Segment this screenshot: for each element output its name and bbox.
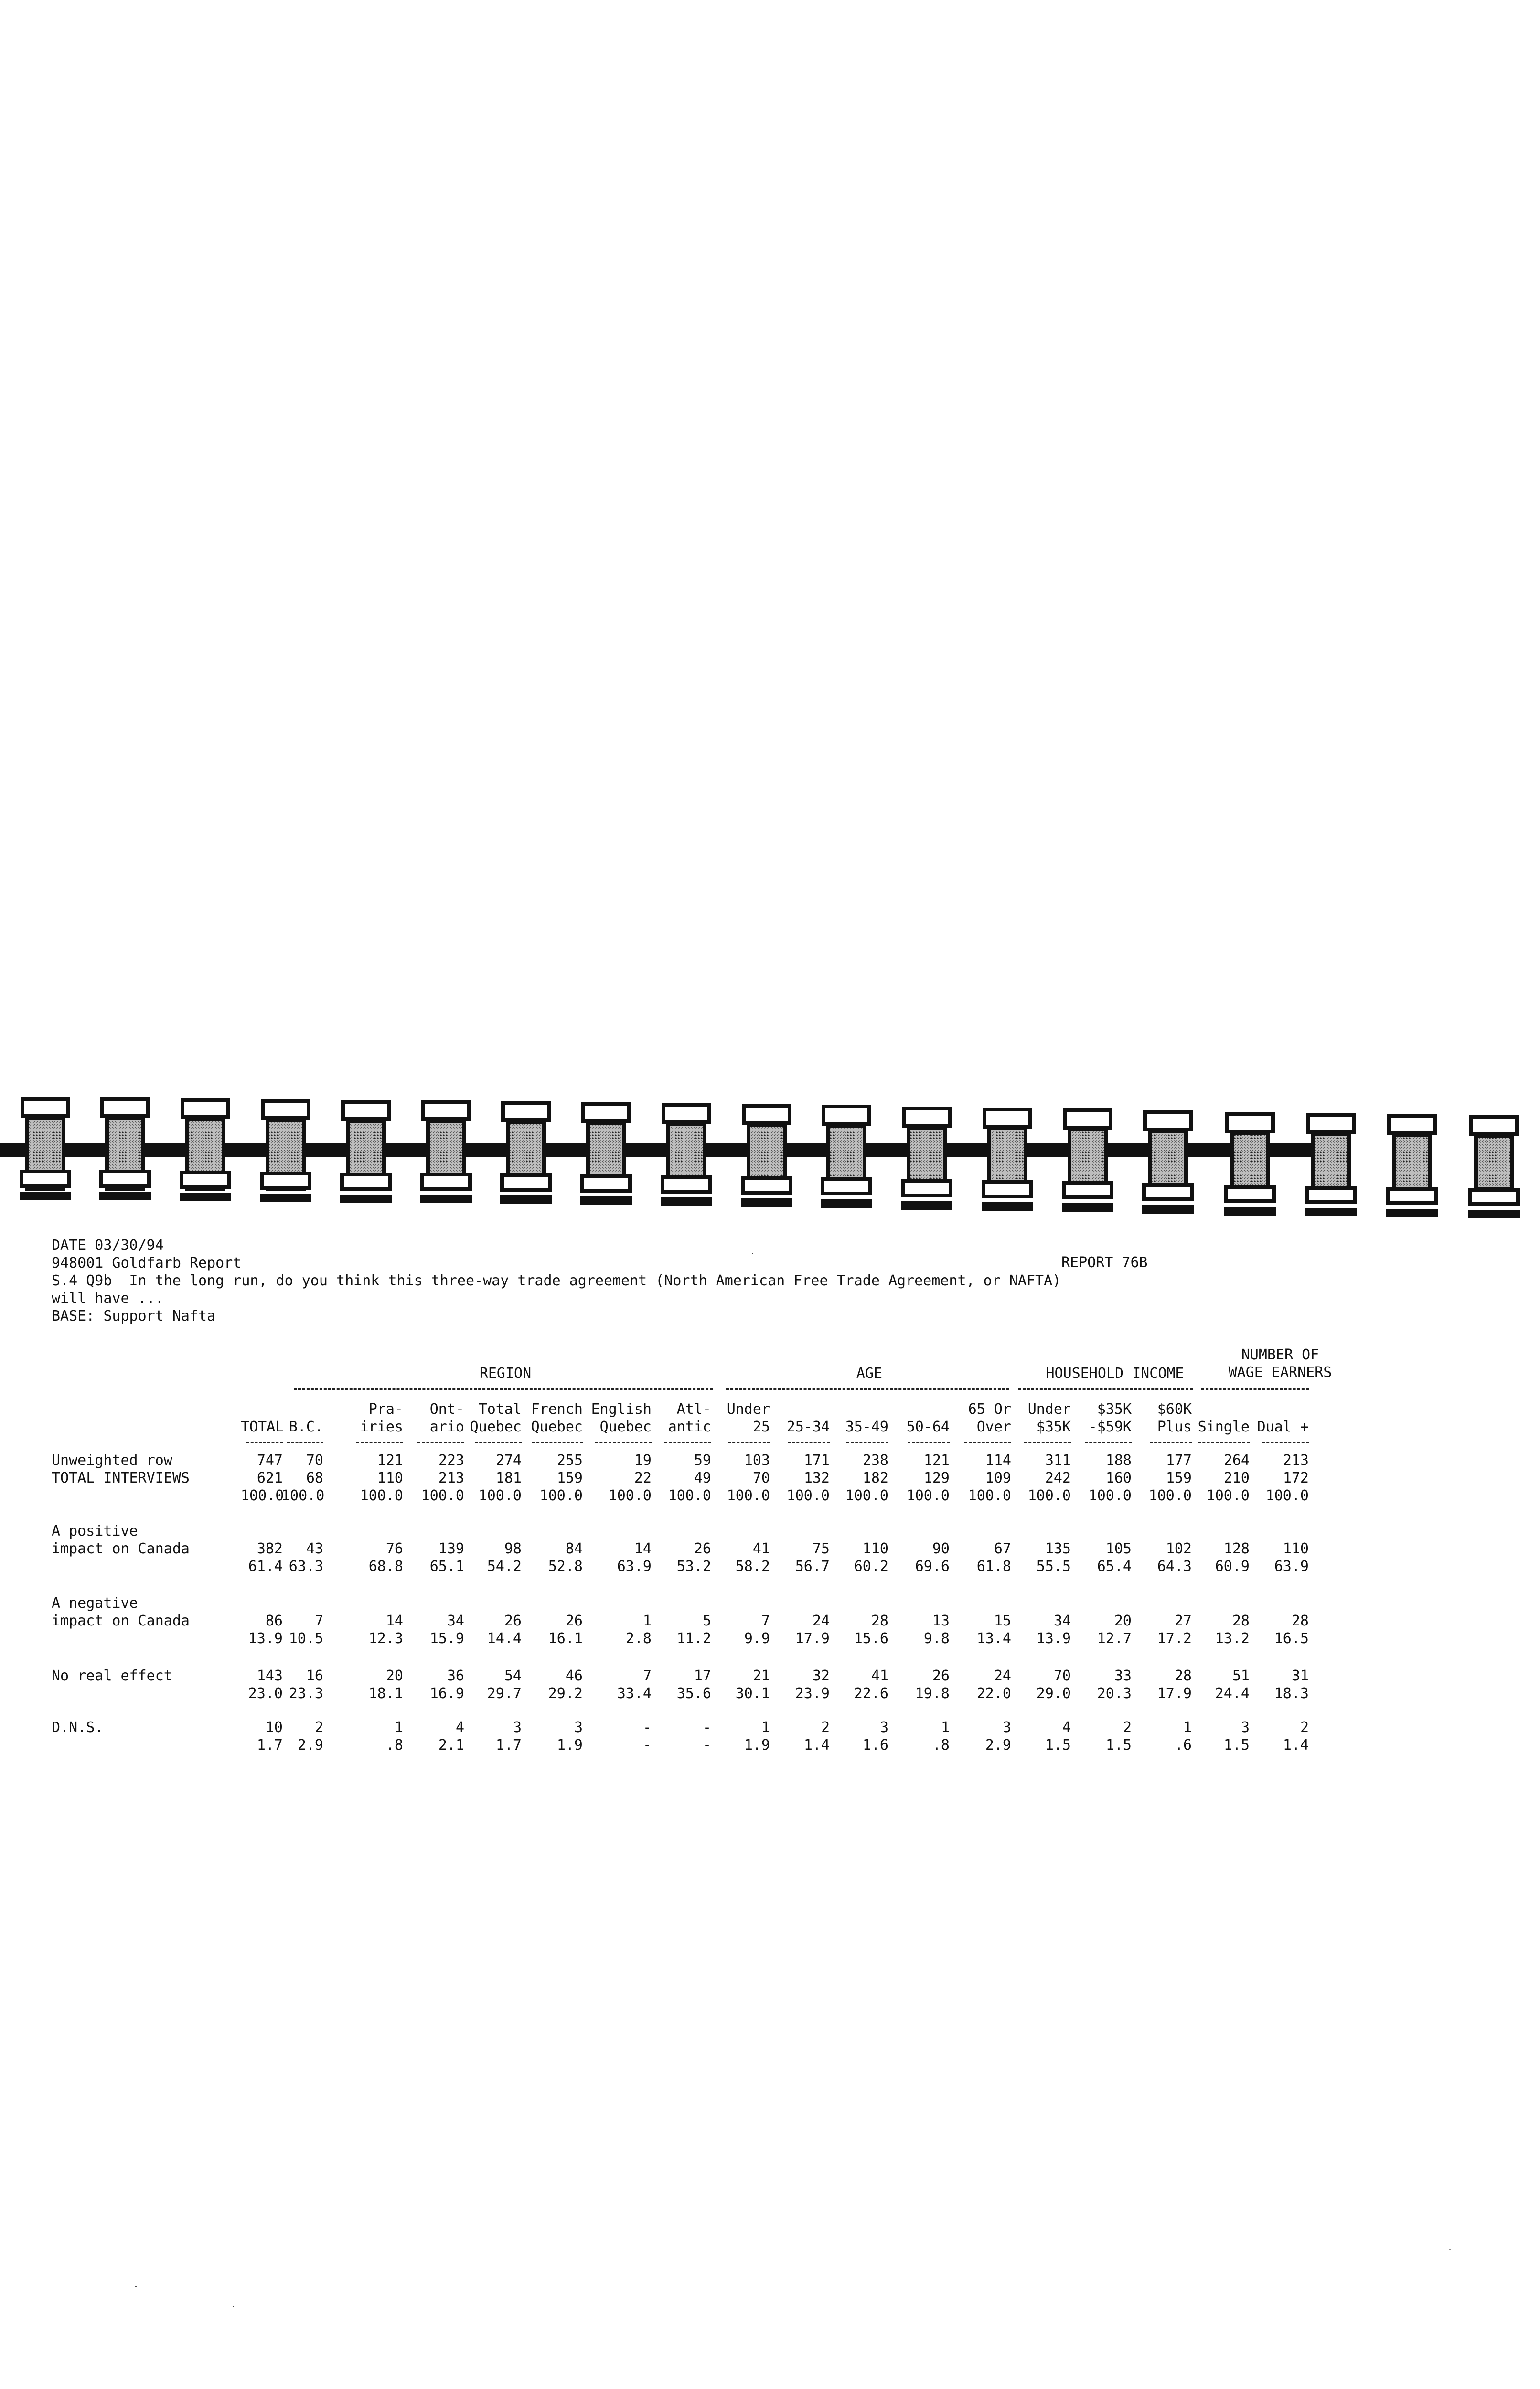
data-cell: 65.4 [1097, 1558, 1132, 1575]
banner-group-rule [294, 1388, 713, 1390]
data-cell: 56.7 [795, 1558, 830, 1575]
data-cell: 100.0 [906, 1487, 950, 1504]
binding-ring [1468, 1117, 1520, 1218]
column-header: Quebec [599, 1419, 652, 1435]
binding-ring [260, 1101, 311, 1202]
data-cell: 121 [923, 1452, 950, 1469]
data-cell: 210 [1223, 1470, 1250, 1486]
data-cell: 1 [394, 1719, 403, 1736]
data-cell: 52.8 [548, 1558, 583, 1575]
row-label: TOTAL INTERVIEWS [52, 1470, 190, 1486]
data-cell: 20.3 [1097, 1685, 1132, 1702]
data-cell: 1.4 [803, 1737, 830, 1754]
data-cell: 29.2 [548, 1685, 583, 1702]
data-cell: 31 [1291, 1668, 1309, 1684]
column-header-top: English [591, 1401, 652, 1418]
column-header: $35K [1036, 1419, 1071, 1435]
binding-ring [340, 1102, 392, 1203]
data-cell: 54 [504, 1668, 522, 1684]
data-cell: 14 [634, 1540, 652, 1557]
data-cell: 49 [694, 1470, 711, 1486]
banner-group-rule [1018, 1388, 1193, 1390]
row-label: impact on Canada [52, 1613, 190, 1629]
banner-group-rule [726, 1388, 1009, 1390]
data-cell: 1.5 [1223, 1737, 1250, 1754]
data-cell: 60.2 [854, 1558, 888, 1575]
column-underline [964, 1442, 1011, 1443]
data-cell: 11.2 [676, 1630, 711, 1647]
column-underline [246, 1442, 283, 1443]
data-cell: 747 [257, 1452, 283, 1469]
binding-ring [99, 1099, 151, 1200]
data-cell: 100.0 [1265, 1487, 1309, 1504]
data-cell: 213 [438, 1470, 464, 1486]
data-cell: 621 [257, 1470, 283, 1486]
data-cell: 13.2 [1215, 1630, 1250, 1647]
project-title: 948001 Goldfarb Report [52, 1255, 242, 1271]
data-cell: 129 [923, 1470, 950, 1486]
data-cell: 43 [306, 1540, 323, 1557]
data-cell: 2 [314, 1719, 323, 1736]
data-cell: 255 [556, 1452, 583, 1469]
data-cell: 46 [565, 1668, 583, 1684]
data-cell: 2 [1123, 1719, 1132, 1736]
data-cell: 100.0 [360, 1487, 403, 1504]
column-header-top: $60K [1157, 1401, 1192, 1418]
column-underline [1198, 1442, 1250, 1443]
column-underline [595, 1442, 652, 1443]
data-cell: 16.9 [429, 1685, 464, 1702]
data-cell: - [702, 1719, 711, 1736]
data-cell: 13.9 [248, 1630, 283, 1647]
binding-ring [1386, 1116, 1438, 1217]
data-cell: 121 [377, 1452, 403, 1469]
data-cell: 76 [385, 1540, 403, 1557]
data-cell: 18.3 [1274, 1685, 1309, 1702]
data-cell: 33 [1114, 1668, 1132, 1684]
data-cell: 4 [455, 1719, 464, 1736]
binding-ring [661, 1105, 712, 1206]
data-cell: 18.1 [368, 1685, 403, 1702]
binding-ring [741, 1106, 792, 1207]
data-cell: 55.5 [1036, 1558, 1071, 1575]
data-cell: 14.4 [487, 1630, 522, 1647]
data-cell: 22.6 [854, 1685, 888, 1702]
data-cell: 1.7 [257, 1737, 283, 1754]
data-cell: 70 [752, 1470, 770, 1486]
data-cell: 100.0 [539, 1487, 583, 1504]
data-cell: 67 [994, 1540, 1011, 1557]
data-cell: 264 [1223, 1452, 1250, 1469]
data-cell: - [642, 1737, 652, 1754]
data-cell: 19 [634, 1452, 652, 1469]
data-cell: 100.0 [1088, 1487, 1132, 1504]
data-cell: 10 [265, 1719, 283, 1736]
data-cell: 54.2 [487, 1558, 522, 1575]
data-cell: 132 [803, 1470, 830, 1486]
binding-ring [420, 1102, 472, 1203]
data-cell: 100.0 [478, 1487, 522, 1504]
banner-group-wage: WAGE EARNERS [1228, 1364, 1332, 1381]
column-header: Plus [1157, 1419, 1192, 1435]
speck [1449, 2249, 1451, 2250]
data-cell: 20 [385, 1668, 403, 1684]
data-cell: 19.8 [915, 1685, 950, 1702]
data-cell: 1.6 [862, 1737, 888, 1754]
data-cell: 103 [744, 1452, 770, 1469]
column-header: Quebec [531, 1419, 583, 1435]
column-underline [908, 1442, 950, 1443]
data-cell: 311 [1045, 1452, 1071, 1469]
data-cell: 100.0 [421, 1487, 464, 1504]
data-cell: 1.9 [744, 1737, 770, 1754]
binding-ring [580, 1104, 632, 1205]
data-cell: 26 [565, 1613, 583, 1629]
column-underline [417, 1442, 464, 1443]
question-text: S.4 Q9b In the long run, do you think this three-way trade agreement (North American Free Trade Agreement, or NAFTA) [52, 1272, 1061, 1289]
data-cell: 2.8 [625, 1630, 652, 1647]
data-cell: 1.9 [556, 1737, 583, 1754]
column-underline [1150, 1442, 1192, 1443]
data-cell: 100.0 [727, 1487, 770, 1504]
data-cell: 23.0 [248, 1685, 283, 1702]
banner-group-rule [1201, 1388, 1309, 1390]
banner-group-income: HOUSEHOLD INCOME [1046, 1365, 1184, 1382]
column-header: 25-34 [786, 1419, 830, 1435]
data-cell: 114 [985, 1452, 1011, 1469]
data-cell: .8 [385, 1737, 403, 1754]
data-cell: 109 [985, 1470, 1011, 1486]
data-cell: 64.3 [1157, 1558, 1192, 1575]
column-header: iries [360, 1419, 403, 1435]
row-label: Unweighted row [52, 1452, 172, 1469]
data-cell: 17.9 [795, 1630, 830, 1647]
data-cell: 21 [752, 1668, 770, 1684]
data-cell: 84 [565, 1540, 583, 1557]
data-cell: 12.7 [1097, 1630, 1132, 1647]
column-underline [788, 1442, 830, 1443]
banner-group-region: REGION [479, 1365, 532, 1382]
data-cell: 9.9 [744, 1630, 770, 1647]
data-cell: 3 [879, 1719, 888, 1736]
data-cell: 100.0 [281, 1487, 325, 1504]
data-cell: 86 [265, 1613, 283, 1629]
data-cell: 110 [1283, 1540, 1309, 1557]
data-cell: 2.9 [297, 1737, 323, 1754]
data-cell: 160 [1105, 1470, 1132, 1486]
column-header: ario [429, 1419, 464, 1435]
column-header: Dual + [1257, 1419, 1309, 1435]
data-cell: 34 [447, 1613, 464, 1629]
data-cell: 3 [1241, 1719, 1250, 1736]
column-header-top: Under [1027, 1401, 1071, 1418]
data-cell: 1.7 [495, 1737, 522, 1754]
column-header: 35-49 [845, 1419, 888, 1435]
data-cell: 3 [1002, 1719, 1011, 1736]
data-cell: 53.2 [676, 1558, 711, 1575]
data-cell: 61.8 [976, 1558, 1011, 1575]
column-header: -$59K [1088, 1419, 1132, 1435]
data-cell: 41 [871, 1668, 888, 1684]
data-cell: 143 [257, 1668, 283, 1684]
data-cell: 22.0 [976, 1685, 1011, 1702]
speck [752, 1253, 753, 1254]
column-underline [356, 1442, 403, 1443]
data-cell: 100.0 [786, 1487, 830, 1504]
data-cell: 100.0 [845, 1487, 888, 1504]
data-cell: 41 [752, 1540, 770, 1557]
data-cell: 9.8 [923, 1630, 950, 1647]
data-cell: 7 [642, 1668, 652, 1684]
data-cell: 128 [1223, 1540, 1250, 1557]
data-cell: 63.3 [289, 1558, 323, 1575]
data-cell: 29.0 [1036, 1685, 1071, 1702]
data-cell: 110 [862, 1540, 888, 1557]
data-cell: 90 [932, 1540, 950, 1557]
data-cell: 110 [377, 1470, 403, 1486]
data-cell: 1 [761, 1719, 770, 1736]
data-cell: 100.0 [1148, 1487, 1192, 1504]
column-header: 50-64 [906, 1419, 950, 1435]
column-header-top: Pra- [368, 1401, 403, 1418]
data-cell: 70 [306, 1452, 323, 1469]
column-header-top: Ont- [429, 1401, 464, 1418]
banner-group-wage: NUMBER OF [1241, 1346, 1319, 1363]
data-cell: 17 [694, 1668, 711, 1684]
column-underline [1024, 1442, 1071, 1443]
data-cell: 139 [438, 1540, 464, 1557]
speck [135, 2286, 137, 2287]
data-cell: 61.4 [248, 1558, 283, 1575]
data-cell: 102 [1166, 1540, 1192, 1557]
binding-ring [1305, 1115, 1357, 1216]
data-cell: 68 [306, 1470, 323, 1486]
data-cell: 238 [862, 1452, 888, 1469]
data-cell: 23.3 [289, 1685, 323, 1702]
data-cell: 26 [932, 1668, 950, 1684]
column-underline [532, 1442, 583, 1443]
column-underline [664, 1442, 711, 1443]
data-cell: 68.8 [368, 1558, 403, 1575]
data-cell: 24 [812, 1613, 830, 1629]
binding-ring [982, 1109, 1033, 1211]
data-cell: 1 [642, 1613, 652, 1629]
column-header-top: Total [478, 1401, 522, 1418]
data-cell: 223 [438, 1452, 464, 1469]
data-cell: 242 [1045, 1470, 1071, 1486]
data-cell: 105 [1105, 1540, 1132, 1557]
data-cell: 13.9 [1036, 1630, 1071, 1647]
data-cell: 2 [821, 1719, 830, 1736]
data-cell: 100.0 [668, 1487, 711, 1504]
data-cell: .6 [1174, 1737, 1192, 1754]
data-cell: 27 [1174, 1613, 1192, 1629]
data-cell: 30.1 [735, 1685, 770, 1702]
column-underline [728, 1442, 770, 1443]
data-cell: 51 [1232, 1668, 1250, 1684]
column-underline [846, 1442, 888, 1443]
data-cell: 75 [812, 1540, 830, 1557]
column-underline [1262, 1442, 1309, 1443]
report-number: REPORT 76B [1061, 1254, 1148, 1271]
data-cell: 65.1 [429, 1558, 464, 1575]
data-cell: 1.4 [1283, 1737, 1309, 1754]
data-cell: 182 [862, 1470, 888, 1486]
question-continuation: will have ... [52, 1290, 164, 1307]
data-cell: 213 [1283, 1452, 1309, 1469]
data-cell: 33.4 [617, 1685, 652, 1702]
base-text: BASE: Support Nafta [52, 1308, 216, 1324]
data-cell: 16.1 [548, 1630, 583, 1647]
data-cell: 28 [1291, 1613, 1309, 1629]
data-cell: 15.9 [429, 1630, 464, 1647]
data-cell: 23.9 [795, 1685, 830, 1702]
data-cell: 34 [1053, 1613, 1071, 1629]
data-cell: 15.6 [854, 1630, 888, 1647]
column-underline [475, 1442, 522, 1443]
row-label: impact on Canada [52, 1540, 190, 1557]
data-cell: 36 [447, 1668, 464, 1684]
speck [233, 2306, 234, 2307]
data-cell: 159 [556, 1470, 583, 1486]
row-label: A negative [52, 1595, 138, 1612]
data-cell: 100.0 [1027, 1487, 1071, 1504]
data-cell: 13 [932, 1613, 950, 1629]
data-cell: 274 [495, 1452, 522, 1469]
data-cell: 13.4 [976, 1630, 1011, 1647]
data-cell: 58.2 [735, 1558, 770, 1575]
banner-group-age: AGE [856, 1365, 883, 1382]
column-header: antic [668, 1419, 711, 1435]
data-cell: 63.9 [1274, 1558, 1309, 1575]
data-cell: 29.7 [487, 1685, 522, 1702]
binding-ring [20, 1099, 71, 1200]
data-cell: 2.9 [985, 1737, 1011, 1754]
data-cell: 135 [1045, 1540, 1071, 1557]
data-cell: 24 [994, 1668, 1011, 1684]
binding-ring [500, 1103, 552, 1204]
data-cell: 1 [1183, 1719, 1192, 1736]
data-cell: 159 [1166, 1470, 1192, 1486]
column-header-top: 65 Or [968, 1401, 1011, 1418]
data-cell: 100.0 [1206, 1487, 1250, 1504]
data-cell: 4 [1062, 1719, 1071, 1736]
data-cell: 3 [513, 1719, 522, 1736]
data-cell: 181 [495, 1470, 522, 1486]
data-cell: 22 [634, 1470, 652, 1486]
column-underline [1085, 1442, 1132, 1443]
row-label: A positive [52, 1523, 138, 1539]
data-cell: 7 [314, 1613, 323, 1629]
column-header: Single [1198, 1419, 1250, 1435]
data-cell: 16.5 [1274, 1630, 1309, 1647]
data-cell: 63.9 [617, 1558, 652, 1575]
data-cell: 1 [941, 1719, 950, 1736]
column-header-top: French [531, 1401, 583, 1418]
data-cell: 35.6 [676, 1685, 711, 1702]
data-cell: 17.2 [1157, 1630, 1192, 1647]
data-cell: 59 [694, 1452, 711, 1469]
data-cell: 177 [1166, 1452, 1192, 1469]
binding-ring [1224, 1114, 1276, 1216]
binding-ring [1142, 1112, 1194, 1214]
data-cell: 26 [694, 1540, 711, 1557]
data-cell: 10.5 [289, 1630, 323, 1647]
binding-ring [901, 1108, 952, 1210]
column-header: TOTAL [241, 1419, 284, 1435]
binding-ring [1062, 1110, 1113, 1212]
data-cell: 15 [994, 1613, 1011, 1629]
data-cell: 1.5 [1045, 1737, 1071, 1754]
data-cell: 14 [385, 1613, 403, 1629]
data-cell: 1.5 [1105, 1737, 1132, 1754]
column-header: B.C. [289, 1419, 323, 1435]
data-cell: 12.3 [368, 1630, 403, 1647]
data-cell: - [642, 1719, 652, 1736]
data-cell: 16 [306, 1668, 323, 1684]
data-cell: 2.1 [438, 1737, 464, 1754]
data-cell: 382 [257, 1540, 283, 1557]
data-cell: 17.9 [1157, 1685, 1192, 1702]
binding-ring [821, 1107, 872, 1208]
data-cell: 3 [574, 1719, 583, 1736]
column-underline [287, 1442, 323, 1443]
spiral-binding [0, 1089, 1540, 1218]
data-cell: 69.6 [915, 1558, 950, 1575]
row-label: D.N.S. [52, 1719, 104, 1736]
report-header [52, 1237, 1061, 1325]
binding-ring [180, 1100, 231, 1201]
data-cell: 28 [1232, 1613, 1250, 1629]
data-cell: 60.9 [1215, 1558, 1250, 1575]
data-cell: 5 [702, 1613, 711, 1629]
data-cell: 7 [761, 1613, 770, 1629]
data-cell: 98 [504, 1540, 522, 1557]
column-header-top: $35K [1097, 1401, 1132, 1418]
report-date: DATE 03/30/94 [52, 1237, 164, 1254]
data-cell: 100.0 [241, 1487, 284, 1504]
row-label: No real effect [52, 1668, 172, 1684]
data-cell: 28 [1174, 1668, 1192, 1684]
data-cell: 100.0 [968, 1487, 1011, 1504]
data-cell: 70 [1053, 1668, 1071, 1684]
data-cell: .8 [932, 1737, 950, 1754]
column-header: Quebec [470, 1419, 522, 1435]
column-header-top: Atl- [676, 1401, 711, 1418]
data-cell: 20 [1114, 1613, 1132, 1629]
data-cell: 28 [871, 1613, 888, 1629]
data-cell: 2 [1300, 1719, 1309, 1736]
data-cell: 188 [1105, 1452, 1132, 1469]
column-header-top: Under [727, 1401, 770, 1418]
data-cell: 100.0 [608, 1487, 652, 1504]
data-cell: 32 [812, 1668, 830, 1684]
data-cell: 26 [504, 1613, 522, 1629]
data-cell: 171 [803, 1452, 830, 1469]
data-cell: 172 [1283, 1470, 1309, 1486]
data-cell: - [702, 1737, 711, 1754]
data-cell: 24.4 [1215, 1685, 1250, 1702]
column-header: Over [976, 1419, 1011, 1435]
column-header: 25 [752, 1419, 770, 1435]
